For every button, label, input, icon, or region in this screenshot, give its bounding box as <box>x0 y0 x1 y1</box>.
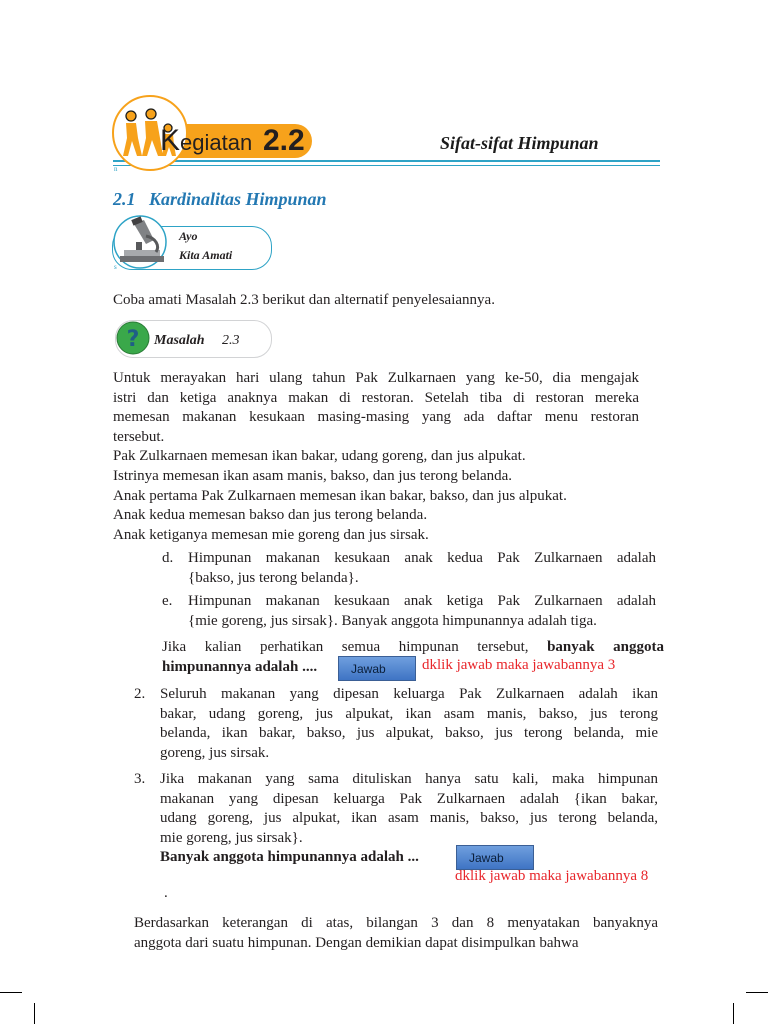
crop-mark <box>733 1003 734 1024</box>
item-line: udang goreng, jus alpukat, ikan asam manis, bakso, jus terong belanda, <box>160 810 658 827</box>
list-line: Himpunan makanan kesukaan anak ketiga Pak Zulkarnaen adalah <box>188 593 656 609</box>
item-line: bakar, udang goreng, jus alpukat, ikan asam manis, bakso, jus terong <box>160 705 658 722</box>
story-line: istri dan ketiga anaknya makan di restoran. Setelah tiba di restoran mereka <box>113 389 639 406</box>
kita-amati-label: Kita Amati <box>179 248 233 262</box>
jawab-button-2[interactable]: Jawab <box>456 845 534 870</box>
header-rule-thin <box>113 165 660 166</box>
trailing-dot: . <box>164 885 168 901</box>
svg-text:?: ? <box>126 327 140 352</box>
summary-bold-line: himpunannya adalah .... <box>162 658 318 675</box>
ayo-marker: s <box>114 263 117 271</box>
item-line: makanan yang dipesan keluarga Pak Zulkarnaen adalah {ikan bakar, <box>160 790 658 807</box>
closing-line: anggota dari suatu himpunan. Dengan demikian dapat disimpulkan bahwa <box>134 934 579 951</box>
list-marker: 3. <box>134 771 146 787</box>
story-line: Istrinya memesan ikan asam manis, bakso, dan jus terong belanda. <box>113 467 513 484</box>
item-line: mie goreng, jus sirsak}. <box>160 829 303 846</box>
page-topic: Sifat-sifat Himpunan <box>440 133 599 153</box>
answer-hint-2: dklik jawab maka jawabannya 8 <box>455 868 649 884</box>
item-bold-line: Banyak anggota himpunannya adalah ... <box>160 849 419 866</box>
closing-line: Berdasarkan keterangan di atas, bilangan 3 dan 8 menyatakan banyaknya <box>134 915 658 931</box>
item-line: Jika makanan yang sama dituliskan hanya satu kali, maka himpunan <box>160 771 658 787</box>
story-line: Untuk merayakan hari ulang tahun Pak Zulkarnaen yang ke-50, dia mengajak <box>113 370 639 386</box>
header-rule <box>113 160 660 162</box>
crop-mark <box>746 992 768 993</box>
summary-bold: banyak anggota <box>547 639 665 655</box>
summary-text: Jika kalian perhatikan semua himpunan tersebut, <box>162 639 529 655</box>
list-line: {mie goreng, jus sirsak}. Banyak anggota himpunannya adalah tiga. <box>188 612 597 629</box>
problem-story <box>113 369 639 545</box>
kegiatan-word: egiatan <box>180 130 253 155</box>
question-mark-icon <box>116 321 150 355</box>
intro-text: Coba amati Masalah 2.3 berikut dan alternatif penyelesaiannya. <box>113 292 495 308</box>
crop-mark <box>34 1003 35 1024</box>
list-marker: 2. <box>134 686 146 702</box>
kegiatan-label <box>160 124 252 160</box>
item-line: goreng, jus sirsak. <box>160 744 270 761</box>
list-marker: d. <box>162 550 174 566</box>
item-line: Seluruh makanan yang dipesan keluarga Pak Zulkarnaen adalah ikan <box>160 686 658 702</box>
item-line: belanda, ikan bakar, bakso, jus alpukat, bakso, jus terong belanda, mie <box>160 725 658 742</box>
list-line: Himpunan makanan kesukaan anak kedua Pak Zulkarnaen adalah <box>188 550 656 566</box>
summary-line <box>162 638 664 658</box>
list-marker: e. <box>162 593 173 609</box>
answer-hint-1: dklik jawab maka jawabannya 3 <box>422 657 616 673</box>
section-title: 2.1 Kardinalitas Himpunan <box>113 189 327 209</box>
story-line: tersebut. <box>113 428 165 445</box>
page-marker: n <box>114 165 118 173</box>
list-line: {bakso, jus terong belanda}. <box>188 569 359 586</box>
closing-paragraph <box>134 914 658 953</box>
story-line: Pak Zulkarnaen memesan ikan bakar, udang goreng, dan jus alpukat. <box>113 448 526 465</box>
story-line: Anak pertama Pak Zulkarnaen memesan ikan bakar, bakso, dan jus alpukat. <box>113 487 567 504</box>
kegiatan-number: 2.2 <box>263 124 305 157</box>
story-line: Anak ketiganya memesan mie goreng dan jus sirsak. <box>113 526 429 543</box>
kegiatan-initial: K <box>160 124 181 157</box>
masalah-number: 2.3 <box>222 333 240 348</box>
story-line: Anak kedua memesan bakso dan jus terong belanda. <box>113 507 428 524</box>
crop-mark <box>0 992 22 993</box>
microscope-icon <box>112 214 172 270</box>
masalah-label: Masalah <box>154 333 205 348</box>
ayo-label: Ayo <box>179 229 198 243</box>
story-line: memesan makanan kesukaan masing-masing yang ada daftar menu restoran <box>113 409 639 426</box>
jawab-button-1[interactable]: Jawab <box>338 656 416 681</box>
